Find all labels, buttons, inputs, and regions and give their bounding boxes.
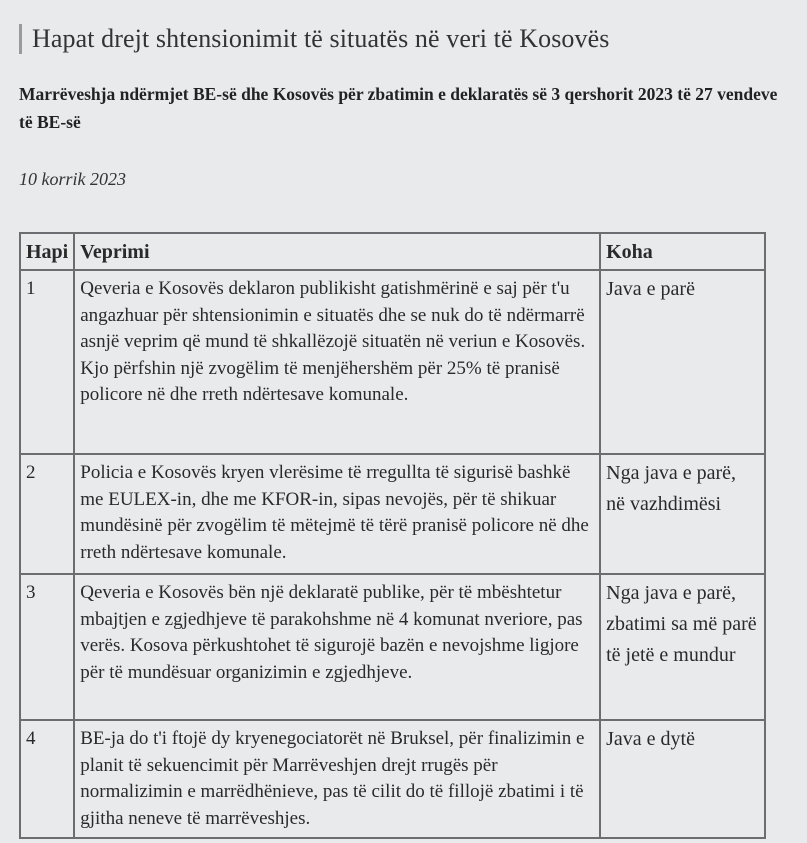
step-time: Java e dytë bbox=[600, 720, 765, 838]
page-title: Hapat drejt shtensionimit të situatës në veri të Kosovës bbox=[32, 24, 610, 53]
page-header bbox=[19, 24, 609, 54]
step-time: Nga java e parë, zbatimi sa më parë të jetë e mundur bbox=[600, 574, 765, 720]
publication-date: 10 korrik 2023 bbox=[19, 169, 126, 189]
table-row bbox=[20, 454, 765, 574]
step-number: 2 bbox=[20, 454, 74, 574]
header-step: Hapi bbox=[20, 233, 74, 270]
step-action: Qeveria e Kosovës bën një deklaratë publike, për të mbështetur mbajtjen e zgjedhjeve të parakohshme në 4 komunat nveriore, pas verës. Kosova përkushtohet të sigurojë bazën e nevojshme ligjore për të mundësuar organizimin e zgjedhjeve. bbox=[74, 574, 600, 720]
step-time: Nga java e parë, në vazhdimësi bbox=[600, 454, 765, 574]
step-action: BE-ja do t'i ftojë dy kryenegociatorët në Bruksel, për finalizimin e planit të sekuencimit për Marrëveshjen drejt rrugës për normalizimin e marrëdhënieve, pas të cilit do të fillojë zbatimi i të gjitha neneve të marrëveshjes. bbox=[74, 720, 600, 838]
title-accent-bar bbox=[19, 24, 22, 54]
table-row bbox=[20, 720, 765, 838]
table-header-row bbox=[20, 233, 765, 270]
step-time: Java e parë bbox=[600, 270, 765, 454]
step-action: Qeveria e Kosovës deklaron publikisht gatishmërinë e saj për t'u angazhuar për shtensionimin e situatës dhe se nuk do të ndërmarrë asnjë veprim që mund të shkallëzojë situatën në veriun e Kosovës. Kjo përfshin një zvogëlim të menjëhershëm për 25% të pranisë policore në dhe rreth ndërtesave komunale. bbox=[74, 270, 600, 454]
step-action: Policia e Kosovës kryen vlerësime të rregullta të sigurisë bashkë me EULEX-in, dhe me KFOR-in, sipas nevojës, për të shikuar mundësinë për zvogëlim të mëtejmë të tërë pranisë policore në dhe rreth ndërtesave komunale. bbox=[74, 454, 600, 574]
header-time: Koha bbox=[600, 233, 765, 270]
table-row bbox=[20, 574, 765, 720]
header-action: Veprimi bbox=[74, 233, 600, 270]
step-number: 1 bbox=[20, 270, 74, 454]
steps-table bbox=[19, 232, 766, 839]
table-row bbox=[20, 270, 765, 454]
step-number: 4 bbox=[20, 720, 74, 838]
step-number: 3 bbox=[20, 574, 74, 720]
page-subtitle: Marrëveshja ndërmjet BE-së dhe Kosovës për zbatimin e deklaratës së 3 qershorit 2023 të 27 vendeve të BE-së bbox=[19, 84, 778, 132]
